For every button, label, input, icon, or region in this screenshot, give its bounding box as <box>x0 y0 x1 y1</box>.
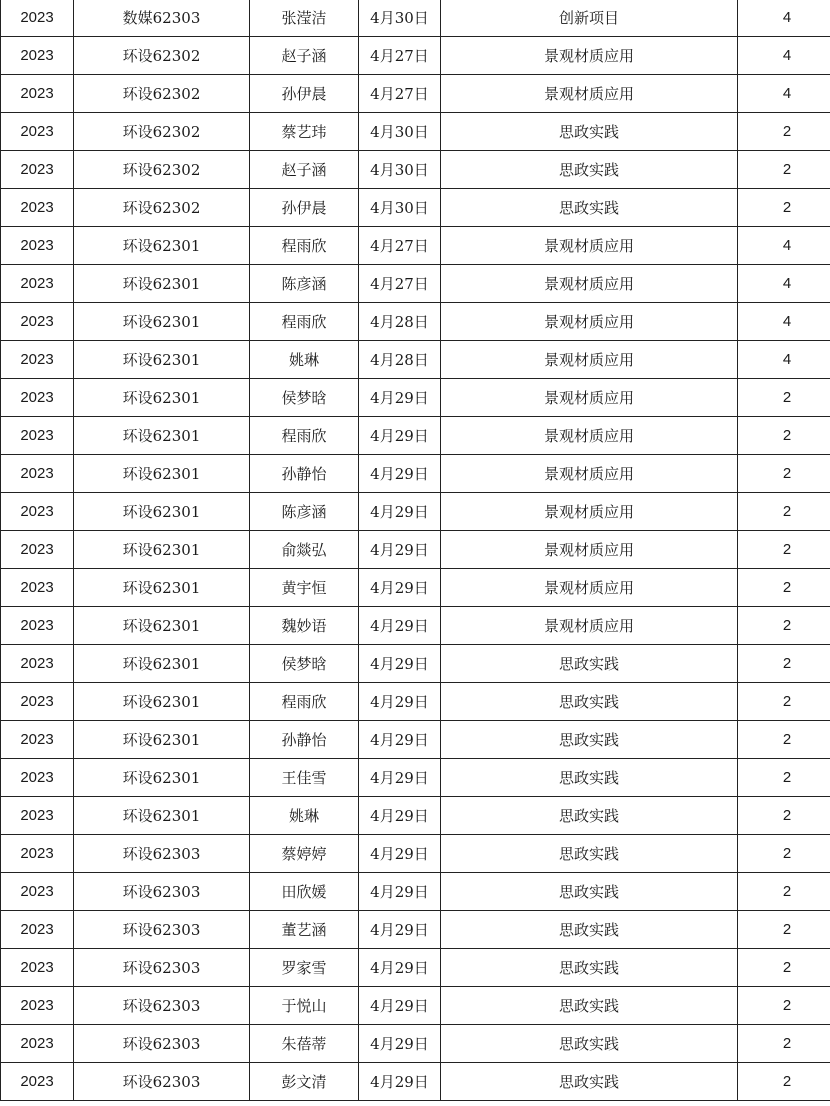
class-cell: 环设62301 <box>74 721 250 759</box>
date-cell: 4月28日 <box>359 341 441 379</box>
activity-cell: 思政实践 <box>441 911 738 949</box>
table-row <box>1 873 830 911</box>
hours-cell: 2 <box>738 493 830 531</box>
activity-cell: 思政实践 <box>441 759 738 797</box>
student-name-cell: 侯梦晗 <box>250 645 359 683</box>
date-cell: 4月29日 <box>359 797 441 835</box>
year-cell: 2023 <box>1 379 74 417</box>
hours-cell: 2 <box>738 1063 830 1101</box>
date-cell: 4月29日 <box>359 417 441 455</box>
table-row <box>1 75 830 113</box>
year-cell: 2023 <box>1 759 74 797</box>
table-row <box>1 683 830 721</box>
activity-cell: 景观材质应用 <box>441 493 738 531</box>
activity-cell: 景观材质应用 <box>441 417 738 455</box>
hours-cell: 2 <box>738 987 830 1025</box>
student-name-cell: 俞燚弘 <box>250 531 359 569</box>
hours-cell: 2 <box>738 569 830 607</box>
table-row <box>1 911 830 949</box>
class-cell: 环设62301 <box>74 797 250 835</box>
hours-cell: 2 <box>738 683 830 721</box>
table-row <box>1 189 830 227</box>
year-cell: 2023 <box>1 569 74 607</box>
class-cell: 数媒62303 <box>74 0 250 37</box>
student-name-cell: 魏妙语 <box>250 607 359 645</box>
hours-cell: 2 <box>738 151 830 189</box>
activity-cell: 景观材质应用 <box>441 341 738 379</box>
class-cell: 环设62303 <box>74 835 250 873</box>
activity-cell: 思政实践 <box>441 151 738 189</box>
class-cell: 环设62301 <box>74 531 250 569</box>
hours-cell: 4 <box>738 341 830 379</box>
records-table-body <box>1 0 830 1101</box>
date-cell: 4月29日 <box>359 455 441 493</box>
table-row <box>1 759 830 797</box>
activity-cell: 景观材质应用 <box>441 379 738 417</box>
activity-cell: 景观材质应用 <box>441 531 738 569</box>
year-cell: 2023 <box>1 417 74 455</box>
class-cell: 环设62301 <box>74 569 250 607</box>
class-cell: 环设62301 <box>74 607 250 645</box>
date-cell: 4月29日 <box>359 835 441 873</box>
date-cell: 4月30日 <box>359 113 441 151</box>
student-name-cell: 彭文清 <box>250 1063 359 1101</box>
date-cell: 4月30日 <box>359 151 441 189</box>
student-name-cell: 黄宇恒 <box>250 569 359 607</box>
table-row <box>1 987 830 1025</box>
activity-cell: 景观材质应用 <box>441 75 738 113</box>
class-cell: 环设62301 <box>74 303 250 341</box>
student-name-cell: 张滢洁 <box>250 0 359 37</box>
table-row <box>1 341 830 379</box>
activity-cell: 思政实践 <box>441 1025 738 1063</box>
activity-cell: 思政实践 <box>441 683 738 721</box>
date-cell: 4月29日 <box>359 493 441 531</box>
year-cell: 2023 <box>1 911 74 949</box>
hours-cell: 4 <box>738 227 830 265</box>
student-name-cell: 程雨欣 <box>250 683 359 721</box>
class-cell: 环设62302 <box>74 151 250 189</box>
activity-cell: 思政实践 <box>441 873 738 911</box>
year-cell: 2023 <box>1 493 74 531</box>
year-cell: 2023 <box>1 37 74 75</box>
activity-cell: 景观材质应用 <box>441 303 738 341</box>
hours-cell: 2 <box>738 645 830 683</box>
student-name-cell: 陈彦涵 <box>250 265 359 303</box>
year-cell: 2023 <box>1 265 74 303</box>
date-cell: 4月27日 <box>359 75 441 113</box>
student-name-cell: 田欣媛 <box>250 873 359 911</box>
class-cell: 环设62303 <box>74 987 250 1025</box>
year-cell: 2023 <box>1 75 74 113</box>
table-row <box>1 0 830 37</box>
table-row <box>1 797 830 835</box>
activity-cell: 思政实践 <box>441 835 738 873</box>
table-row <box>1 645 830 683</box>
class-cell: 环设62303 <box>74 911 250 949</box>
class-cell: 环设62301 <box>74 227 250 265</box>
hours-cell: 2 <box>738 189 830 227</box>
class-cell: 环设62302 <box>74 37 250 75</box>
year-cell: 2023 <box>1 113 74 151</box>
table-row <box>1 607 830 645</box>
class-cell: 环设62301 <box>74 265 250 303</box>
hours-cell: 4 <box>738 75 830 113</box>
hours-cell: 2 <box>738 455 830 493</box>
class-cell: 环设62301 <box>74 645 250 683</box>
table-row <box>1 379 830 417</box>
hours-cell: 2 <box>738 797 830 835</box>
hours-cell: 2 <box>738 759 830 797</box>
class-cell: 环设62301 <box>74 455 250 493</box>
year-cell: 2023 <box>1 1025 74 1063</box>
year-cell: 2023 <box>1 227 74 265</box>
student-name-cell: 王佳雪 <box>250 759 359 797</box>
class-cell: 环设62301 <box>74 759 250 797</box>
table-row <box>1 151 830 189</box>
hours-cell: 4 <box>738 0 830 37</box>
activity-cell: 思政实践 <box>441 189 738 227</box>
year-cell: 2023 <box>1 1063 74 1101</box>
date-cell: 4月27日 <box>359 227 441 265</box>
year-cell: 2023 <box>1 151 74 189</box>
date-cell: 4月29日 <box>359 645 441 683</box>
activity-cell: 景观材质应用 <box>441 37 738 75</box>
hours-cell: 2 <box>738 911 830 949</box>
class-cell: 环设62303 <box>74 1063 250 1101</box>
year-cell: 2023 <box>1 721 74 759</box>
student-name-cell: 赵子涵 <box>250 151 359 189</box>
date-cell: 4月27日 <box>359 37 441 75</box>
activity-cell: 思政实践 <box>441 1063 738 1101</box>
student-name-cell: 朱蓓蒂 <box>250 1025 359 1063</box>
date-cell: 4月29日 <box>359 683 441 721</box>
activity-cell: 景观材质应用 <box>441 455 738 493</box>
activity-cell: 创新项目 <box>441 0 738 37</box>
student-name-cell: 赵子涵 <box>250 37 359 75</box>
student-name-cell: 孙伊晨 <box>250 75 359 113</box>
year-cell: 2023 <box>1 189 74 227</box>
date-cell: 4月29日 <box>359 1063 441 1101</box>
activity-cell: 思政实践 <box>441 721 738 759</box>
year-cell: 2023 <box>1 303 74 341</box>
year-cell: 2023 <box>1 645 74 683</box>
class-cell: 环设62302 <box>74 113 250 151</box>
year-cell: 2023 <box>1 683 74 721</box>
year-cell: 2023 <box>1 949 74 987</box>
table-row <box>1 37 830 75</box>
year-cell: 2023 <box>1 987 74 1025</box>
table-row <box>1 531 830 569</box>
year-cell: 2023 <box>1 607 74 645</box>
table-row <box>1 113 830 151</box>
activity-cell: 景观材质应用 <box>441 607 738 645</box>
date-cell: 4月30日 <box>359 189 441 227</box>
date-cell: 4月29日 <box>359 759 441 797</box>
table-row <box>1 303 830 341</box>
year-cell: 2023 <box>1 0 74 37</box>
activity-cell: 景观材质应用 <box>441 569 738 607</box>
class-cell: 环设62302 <box>74 189 250 227</box>
class-cell: 环设62303 <box>74 1025 250 1063</box>
year-cell: 2023 <box>1 455 74 493</box>
table-row <box>1 1063 830 1101</box>
table-row <box>1 493 830 531</box>
class-cell: 环设62303 <box>74 949 250 987</box>
student-name-cell: 董艺涵 <box>250 911 359 949</box>
date-cell: 4月27日 <box>359 265 441 303</box>
table-row <box>1 569 830 607</box>
hours-cell: 2 <box>738 531 830 569</box>
student-name-cell: 程雨欣 <box>250 417 359 455</box>
date-cell: 4月29日 <box>359 607 441 645</box>
year-cell: 2023 <box>1 835 74 873</box>
class-cell: 环设62301 <box>74 341 250 379</box>
table-row <box>1 1025 830 1063</box>
date-cell: 4月29日 <box>359 569 441 607</box>
activity-cell: 思政实践 <box>441 987 738 1025</box>
student-name-cell: 罗家雪 <box>250 949 359 987</box>
table-row <box>1 835 830 873</box>
date-cell: 4月29日 <box>359 987 441 1025</box>
hours-cell: 4 <box>738 265 830 303</box>
table-row <box>1 949 830 987</box>
hours-cell: 2 <box>738 1025 830 1063</box>
class-cell: 环设62301 <box>74 683 250 721</box>
class-cell: 环设62302 <box>74 75 250 113</box>
date-cell: 4月29日 <box>359 531 441 569</box>
year-cell: 2023 <box>1 531 74 569</box>
student-name-cell: 姚琳 <box>250 797 359 835</box>
table-row <box>1 227 830 265</box>
student-name-cell: 蔡婷婷 <box>250 835 359 873</box>
hours-cell: 4 <box>738 37 830 75</box>
activity-cell: 思政实践 <box>441 797 738 835</box>
hours-cell: 2 <box>738 721 830 759</box>
hours-cell: 4 <box>738 303 830 341</box>
student-name-cell: 程雨欣 <box>250 227 359 265</box>
student-name-cell: 程雨欣 <box>250 303 359 341</box>
class-cell: 环设62301 <box>74 417 250 455</box>
student-name-cell: 蔡艺玮 <box>250 113 359 151</box>
date-cell: 4月29日 <box>359 911 441 949</box>
activity-cell: 景观材质应用 <box>441 227 738 265</box>
activity-cell: 景观材质应用 <box>441 265 738 303</box>
hours-cell: 2 <box>738 379 830 417</box>
year-cell: 2023 <box>1 797 74 835</box>
student-name-cell: 孙伊晨 <box>250 189 359 227</box>
table-row <box>1 265 830 303</box>
hours-cell: 2 <box>738 873 830 911</box>
table-row <box>1 721 830 759</box>
student-name-cell: 孙静怡 <box>250 721 359 759</box>
student-name-cell: 陈彦涵 <box>250 493 359 531</box>
student-name-cell: 孙静怡 <box>250 455 359 493</box>
date-cell: 4月28日 <box>359 303 441 341</box>
table-row <box>1 455 830 493</box>
year-cell: 2023 <box>1 341 74 379</box>
class-cell: 环设62301 <box>74 379 250 417</box>
hours-cell: 2 <box>738 113 830 151</box>
hours-cell: 2 <box>738 417 830 455</box>
student-name-cell: 姚琳 <box>250 341 359 379</box>
date-cell: 4月29日 <box>359 949 441 987</box>
table-row <box>1 417 830 455</box>
hours-cell: 2 <box>738 607 830 645</box>
hours-cell: 2 <box>738 835 830 873</box>
class-cell: 环设62303 <box>74 873 250 911</box>
year-cell: 2023 <box>1 873 74 911</box>
student-name-cell: 侯梦晗 <box>250 379 359 417</box>
activity-cell: 思政实践 <box>441 645 738 683</box>
date-cell: 4月29日 <box>359 379 441 417</box>
hours-cell: 2 <box>738 949 830 987</box>
activity-cell: 思政实践 <box>441 113 738 151</box>
date-cell: 4月29日 <box>359 1025 441 1063</box>
student-name-cell: 于悦山 <box>250 987 359 1025</box>
date-cell: 4月29日 <box>359 721 441 759</box>
date-cell: 4月29日 <box>359 873 441 911</box>
date-cell: 4月30日 <box>359 0 441 37</box>
activity-cell: 思政实践 <box>441 949 738 987</box>
class-cell: 环设62301 <box>74 493 250 531</box>
